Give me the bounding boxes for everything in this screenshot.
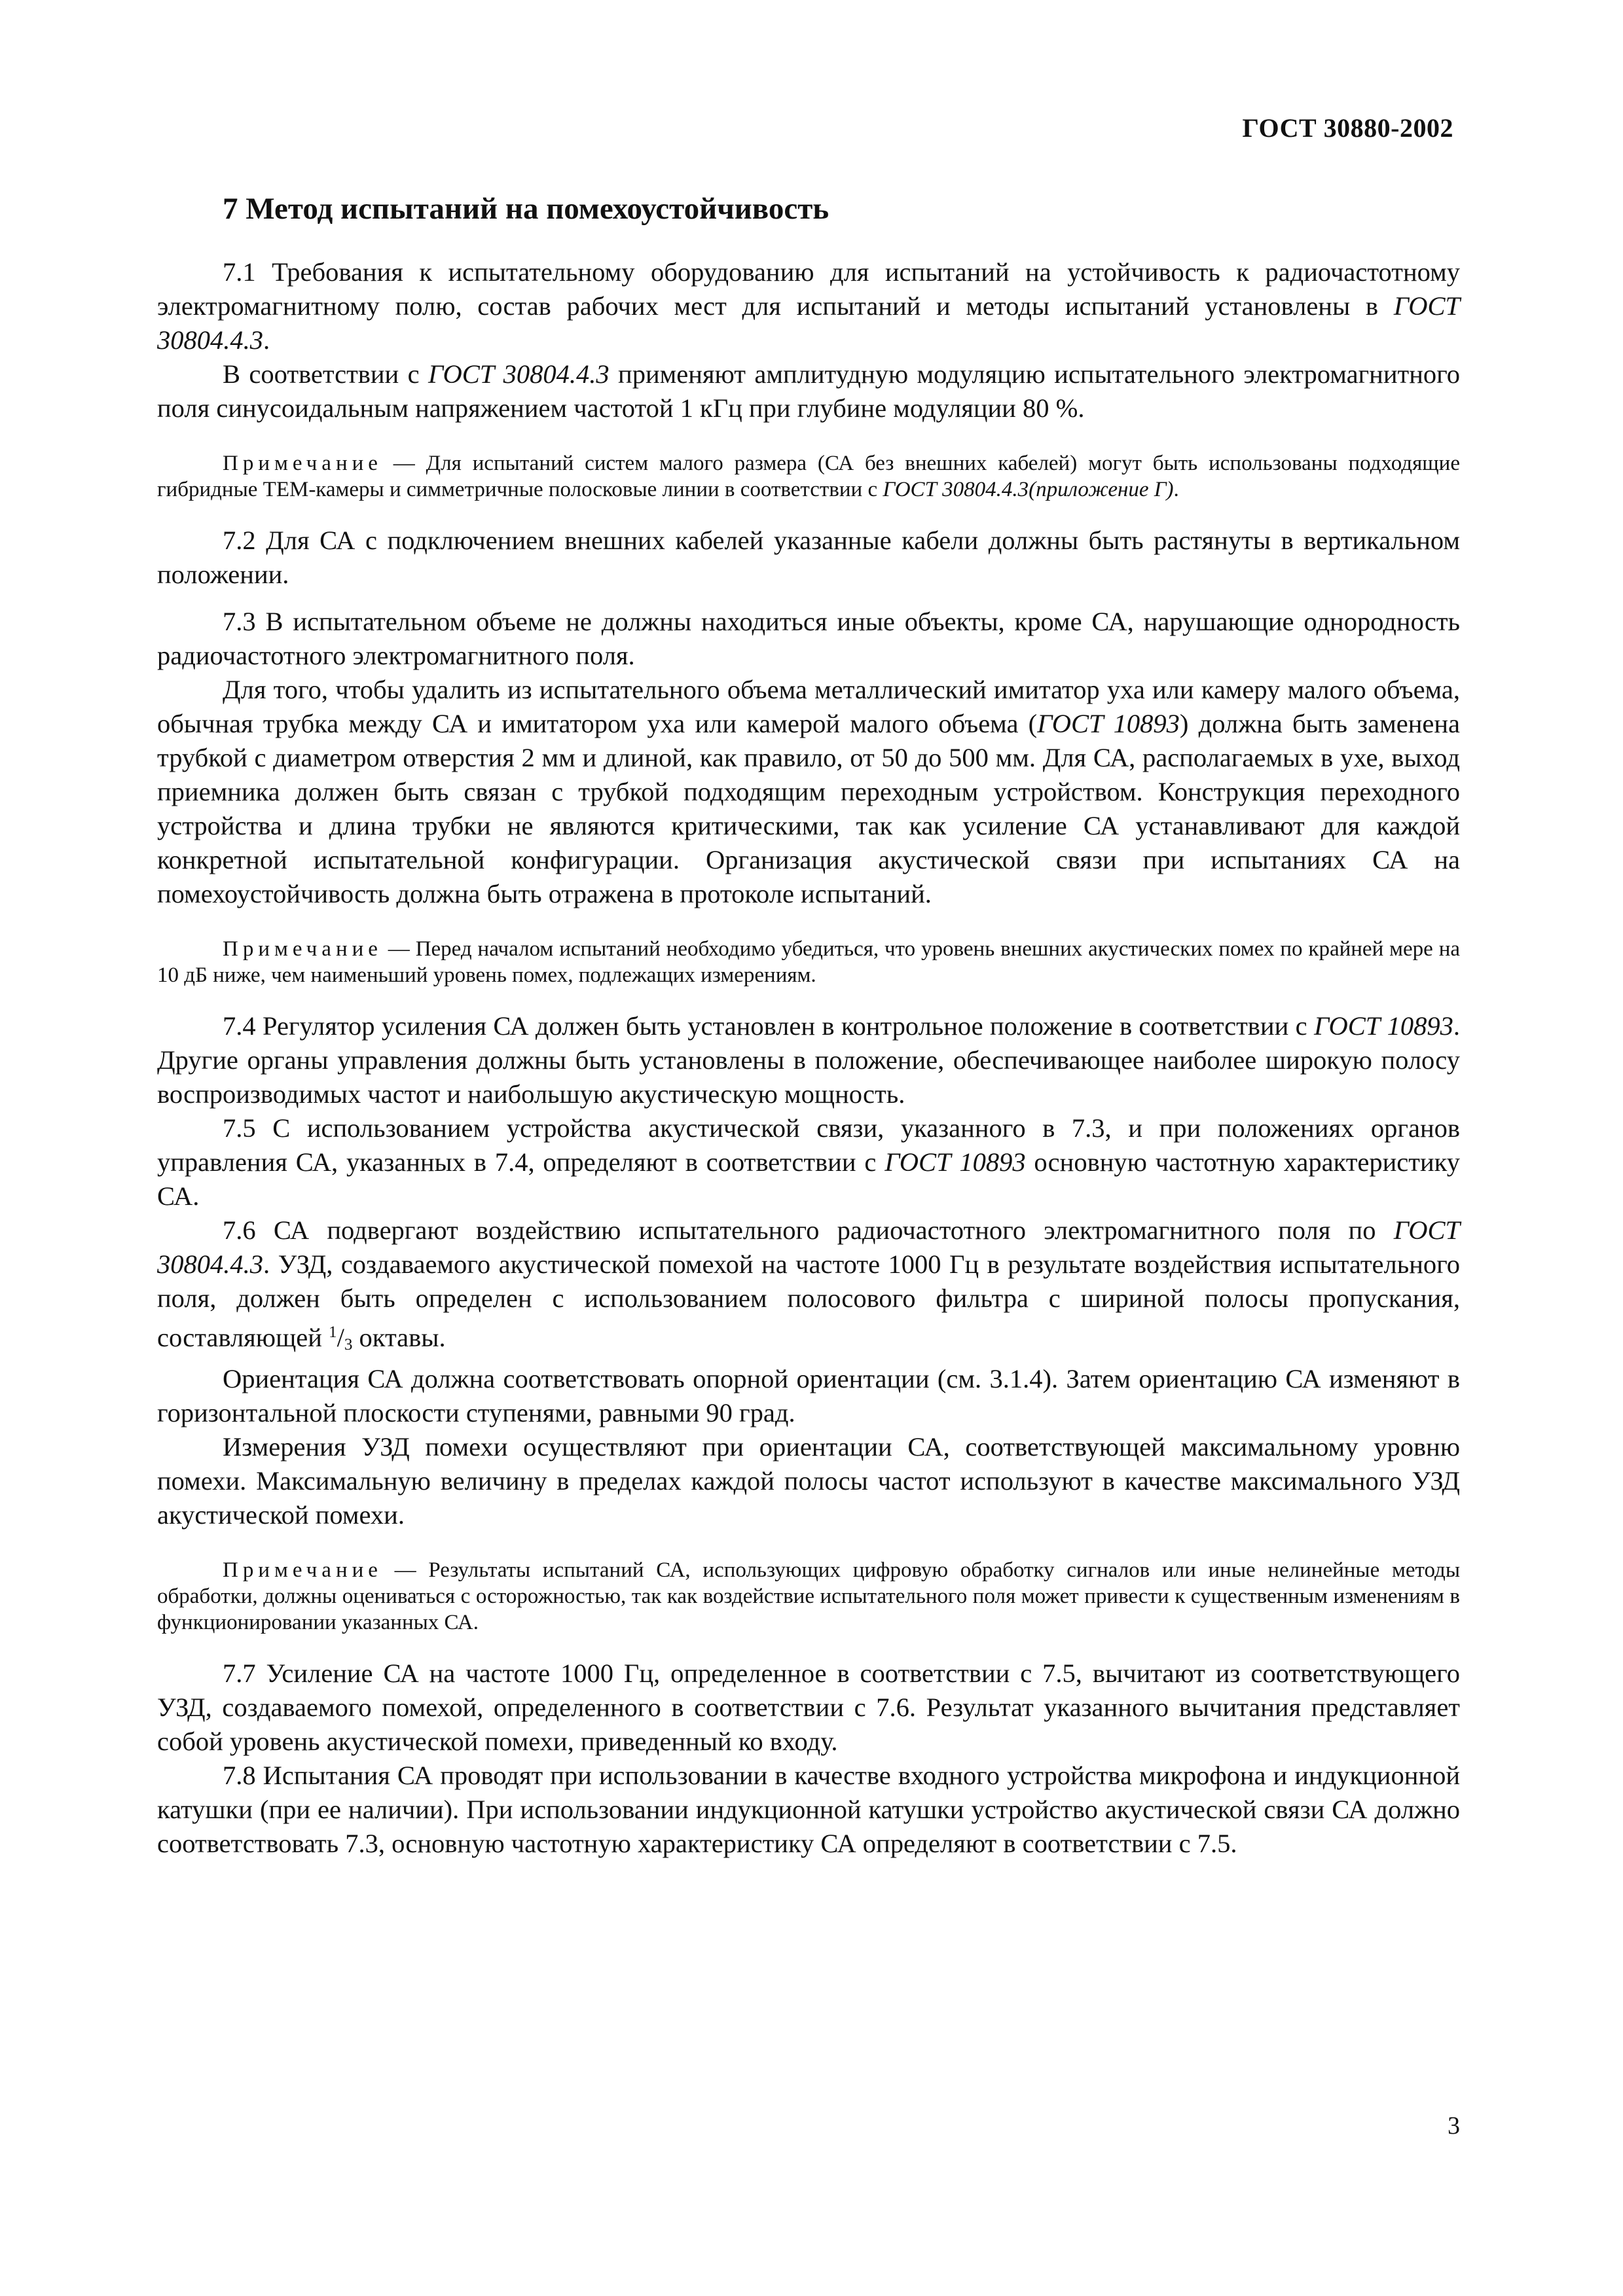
paragraph-text: 7.1 Требования к испытательному оборудованию для испытаний на устойчивость к радиочастотному электромагнитному полю, состав рабочих мест для испытаний и методы испытаний установлены в (157, 257, 1460, 321)
paragraph-text: . Другие органы управления должны быть установлены в положение, обеспечивающее наиболее широкую полосу воспроизводимых частот и наибольшую акустическую мощность. (157, 1011, 1460, 1109)
paragraph-text: 7.6 СА подвергают воздействию испытательного радиочастотного электромагнитного поля по (223, 1215, 1394, 1245)
document-body (157, 255, 1460, 1861)
paragraph-text: октавы. (352, 1322, 446, 1352)
paragraph-text: применяют амплитудную модуляцию испытательного электромагнитного поля синусоидальным напряжением частотой 1 кГц при глубине модуляции 80 %. (157, 359, 1460, 423)
note-text: — Для испытаний систем малого размера (СА без внешних кабелей) могут быть использованы подходящие гибридные ТЕМ-камеры и симметричные полосковые линии в соответствии с (157, 452, 1460, 501)
paragraph-7-7: 7.7 Усиление СА на частоте 1000 Гц, определенное в соответствии с 7.5, вычитают из соответствующего УЗД, создаваемого помехой, определенного в соответствии с 7.6. Результат указанного вычитания представляет собой уровень акустической помехи, приведенный ко входу. (157, 1658, 1460, 1756)
note-text: — Перед началом испытаний необходимо убедиться, что уровень внешних акустических помех по крайней мере на 10 дБ ниже, чем наименьший уровень помех, подлежащих измерениям. (157, 937, 1460, 987)
paragraph-7-6 (157, 1213, 1460, 1362)
standard-reference: ГОСТ 10893 (1313, 1011, 1453, 1041)
paragraph-text: ) должна быть заменена трубкой с диаметром отверстия 2 мм и длиной, как правило, от 50 до 500 мм. Для СА, располагаемых в ухе, выход приемника должен быть связан с трубкой подходящим переходным устройством. Конструкция переходного устройства и длина трубки не являются критическими, так как усиление СА устанавливают для каждой конкретной испытательной конфигурации. Организация акустической связи при испытаниях СА на помехоустойчивость должна быть отражена в протоколе испытаний. (157, 709, 1460, 908)
standard-reference: ГОСТ 30804.4.3 (157, 1215, 1460, 1279)
paragraph-text: . (263, 325, 270, 355)
paragraph-7-8: 7.8 Испытания СА проводят при использовании в качестве входного устройства микрофона и индукционной катушки (при ее наличии). При использовании индукционной катушки устройство акустической связи СА должно соответствовать 7.3, основную частотную характеристику СА определяют в соответствии с 7.5. (157, 1760, 1460, 1858)
note-label: Примечание (223, 1558, 382, 1582)
note-label: Примечание (223, 452, 382, 475)
note-text: . (1173, 478, 1179, 501)
section-title: 7 Метод испытаний на помехоустойчивость (223, 192, 830, 226)
paragraph-text: основную частотную характеристику СА. (157, 1147, 1461, 1211)
paragraph-modulation (157, 357, 1460, 425)
standard-reference: ГОСТ 10893 (884, 1147, 1026, 1177)
paragraph-7-2: 7.2 Для СА с подключением внешних кабелей указанные кабели должны быть растянуты в вертикальном положении. (157, 526, 1460, 589)
note-label: Примечание (223, 937, 382, 961)
paragraph-7-4 (157, 1009, 1460, 1111)
paragraph-7-1 (157, 255, 1460, 357)
paragraph-text: . УЗД, создаваемого акустической помехой на частоте 1000 Гц в результате воздействия испытательного поля, должен быть определен с использованием полосового фильтра с шириной полосы пропускания, составляющей (157, 1249, 1460, 1352)
paragraph-text: 7.4 Регулятор усиления СА должен быть установлен в контрольное положение в соответствии с (223, 1011, 1314, 1041)
standard-reference: ГОСТ 30804.4.3 (157, 291, 1460, 355)
paragraph-text: 7.5 С использованием устройства акустической связи, указанного в 7.3, и при положениях органов управления СА, указанных в 7.4, определяют в соответствии с (157, 1113, 1460, 1177)
note-3 (157, 1557, 1460, 1636)
fraction-numerator: 1 (329, 1323, 337, 1341)
paragraph-7-5 (157, 1111, 1460, 1213)
paragraph-orientation: Ориентация СА должна соответствовать опорной ориентации (см. 3.1.4). Затем ориентацию СА изменяют в горизонтальной плоскости ступенями, равными 90 град. (157, 1363, 1460, 1427)
fraction-denominator: 3 (344, 1335, 353, 1354)
standard-reference: ГОСТ 10893 (1037, 709, 1180, 738)
paragraph-measurement: Измерения УЗД помехи осуществляют при ориентации СА, соответствующей максимальному уровню помехи. Максимальную величину в пределах каждой полосы частот используют в качестве максимального УЗД акустической помехи. (157, 1431, 1460, 1530)
standard-reference: ГОСТ 30804.4.3(приложение Г) (883, 478, 1174, 501)
page-number: 3 (1448, 2112, 1460, 2140)
note-text: — Результаты испытаний СА, использующих цифровую обработку сигналов или иные нелинейные методы обработки, должны оцениваться с осторожностью, так как воздействие испытательного поля может привести к существенным изменениям в функционировании указанных СА. (157, 1558, 1460, 1634)
note-1 (157, 450, 1460, 503)
document-code: ГОСТ 30880-2002 (1242, 113, 1453, 143)
standard-reference: ГОСТ 30804.4.3 (428, 359, 610, 389)
paragraph-7-3: 7.3 В испытательном объеме не должны находиться иные объекты, кроме СА, нарушающие однородность радиочастотного электромагнитного поля. (157, 607, 1460, 670)
note-2 (157, 936, 1460, 988)
paragraph-tube (157, 673, 1460, 911)
fraction-one-third: $^1/_3$ (329, 1322, 353, 1354)
paragraph-text: В соответствии с (223, 359, 428, 389)
paragraph-text: Для того, чтобы удалить из испытательного объема металлический имитатор уха или камеру малого объема, обычная трубка между СА и имитатором уха или камерой малого объема ( (157, 675, 1460, 738)
